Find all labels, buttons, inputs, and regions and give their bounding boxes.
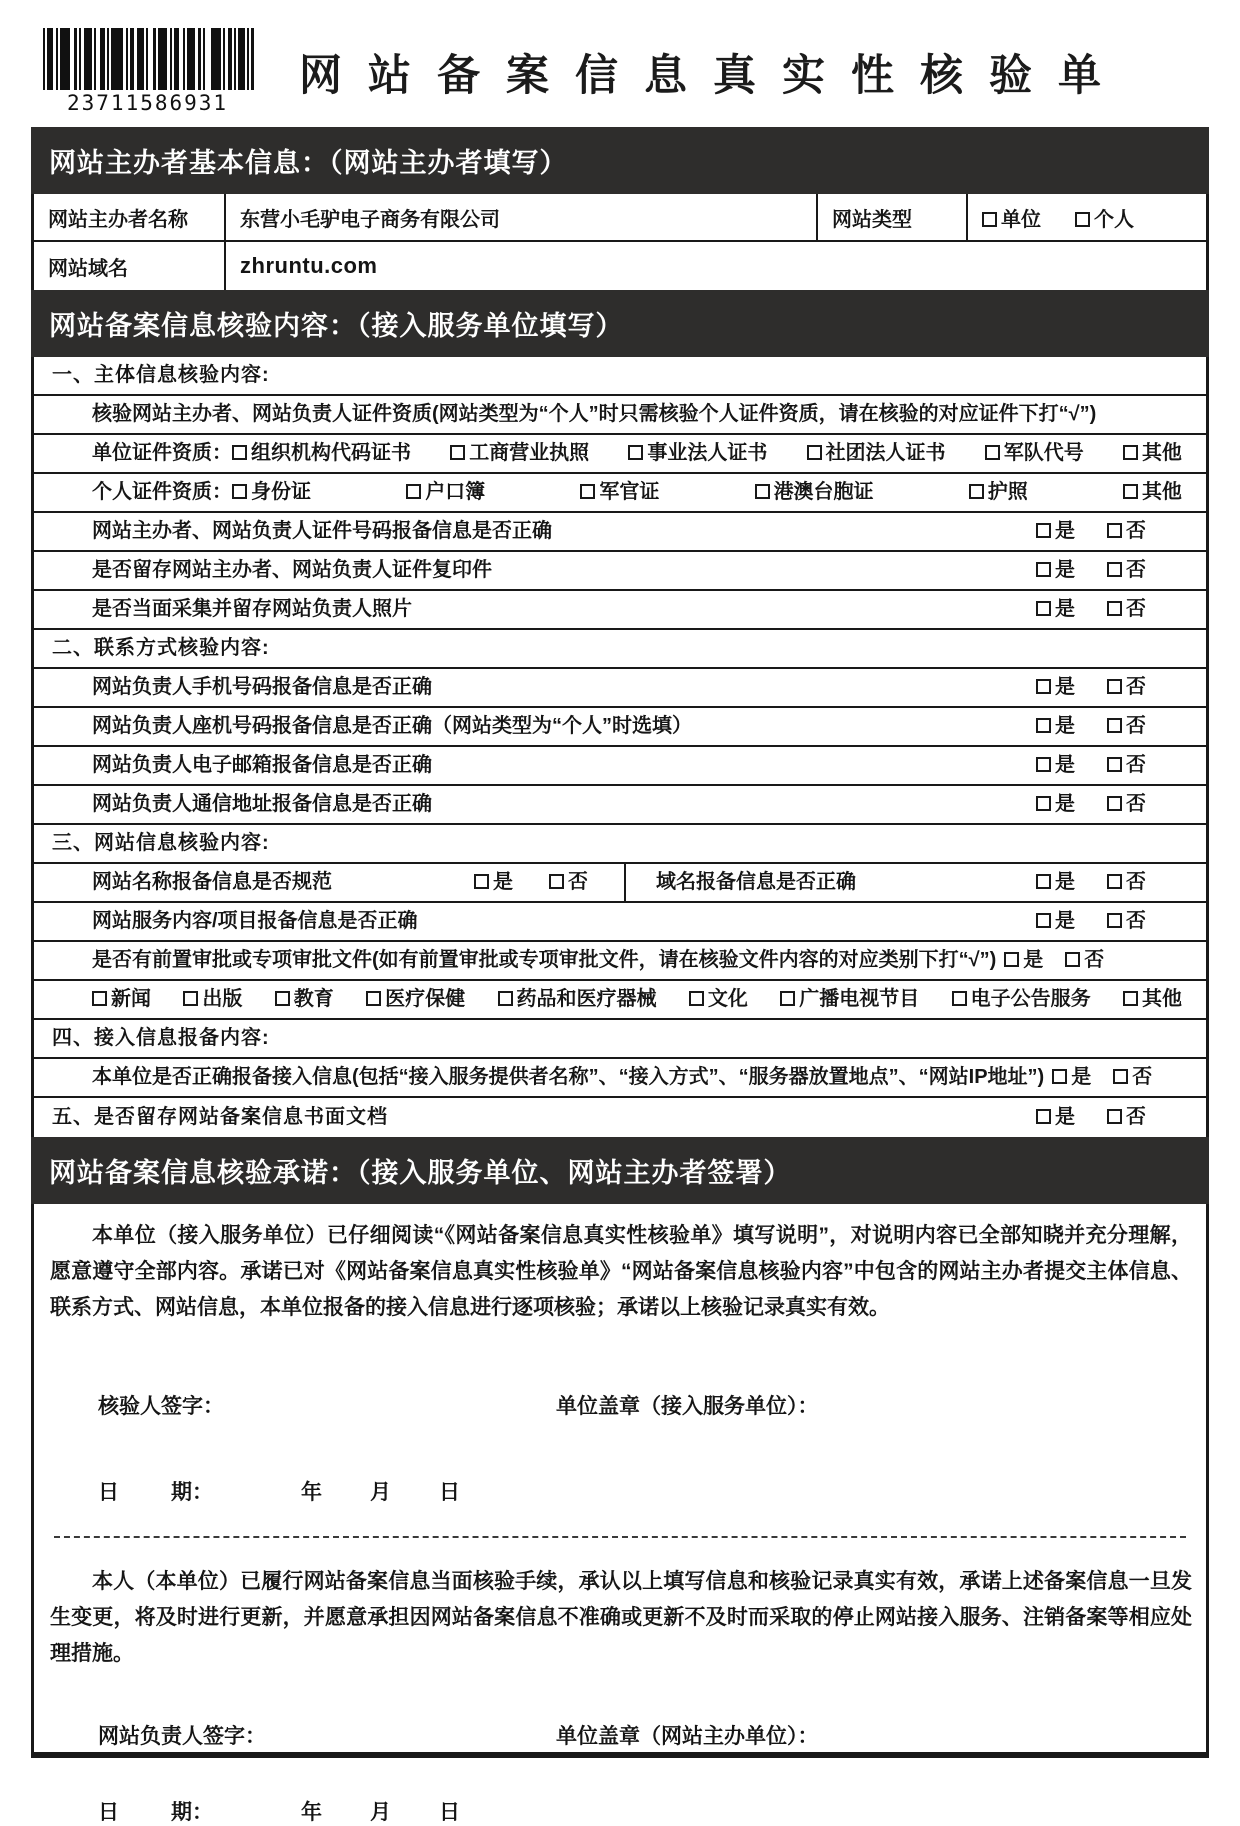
yes-no-group — [1036, 675, 1192, 700]
part3-title-row — [34, 825, 1206, 864]
question-text: 网站负责人通信地址报备信息是否正确 — [92, 793, 432, 815]
yes-no-group — [1036, 519, 1192, 544]
date-year-label: 年 — [301, 1481, 322, 1504]
checkbox-option-no[interactable]: 否 — [1113, 1065, 1152, 1090]
unit-cert-row — [34, 435, 1206, 474]
checkbox-option-personal[interactable]: 个人 — [1075, 203, 1134, 232]
personal-cert-label: 个人证件资质： — [92, 481, 232, 503]
part2-title-row — [34, 630, 1206, 669]
owner-stamp-label: 单位盖章（网站主办单位）： — [556, 1725, 819, 1748]
barcode-number: 23711586931 — [67, 91, 229, 115]
commitment-paragraph-owner: 本人（本单位）已履行网站备案信息当面核验手续，承认以上填写信息和核验记录真实有效，承诺上述备案信息一旦发生变更，将及时进行更新，并愿意承担因网站备案信息不准确或更新不及时而采取的停止网站接入服务、注销备案等相应处理措施。 — [50, 1570, 1192, 1665]
question-text: 网站主办者、网站负责人证件号码报备信息是否正确 — [92, 520, 552, 542]
part1-title-row — [34, 357, 1206, 396]
checkbox-option-yes[interactable]: 是 — [1052, 1065, 1091, 1090]
form-header — [31, 28, 1209, 115]
checkbox-option[interactable]: 事业法人证书 — [628, 441, 767, 466]
photo-question-row — [34, 591, 1206, 630]
checkbox-option[interactable]: 户口簿 — [406, 480, 485, 505]
checkbox-icon[interactable] — [1036, 718, 1051, 733]
question-text: 网站负责人座机号码报备信息是否正确（网站类型为“个人”时选填） — [92, 715, 692, 737]
checkbox-icon[interactable] — [985, 445, 1000, 460]
checkbox-icon[interactable] — [1123, 991, 1138, 1006]
checkbox-icon[interactable] — [1036, 523, 1051, 538]
checkbox-icon[interactable] — [450, 445, 465, 460]
question-text: 是否有前置审批或专项审批文件(如有前置审批或专项审批文件，请在核验文件内容的对应类别下打“√”) — [92, 949, 997, 971]
organizer-name-value: 东营小毛驴电子商务有限公司 — [240, 208, 500, 231]
yes-no-group — [474, 870, 594, 895]
checkbox-option-no[interactable]: 否 — [1107, 519, 1146, 544]
checkbox-option-no[interactable]: 否 — [1107, 558, 1146, 583]
checkbox-option[interactable]: 教育 — [275, 987, 334, 1012]
checkbox-icon[interactable] — [982, 212, 997, 227]
checkbox-icon[interactable] — [1107, 757, 1122, 772]
checkbox-option[interactable]: 工商营业执照 — [450, 441, 589, 466]
checkbox-option-unit[interactable]: 单位 — [982, 203, 1041, 232]
cert-note-row — [34, 396, 1206, 435]
checkbox-icon[interactable] — [549, 874, 564, 889]
page-title: 网站备案信息真实性核验单 — [299, 52, 1127, 100]
checkbox-icon[interactable] — [1036, 913, 1051, 928]
checkbox-icon[interactable] — [1036, 1109, 1051, 1124]
isp-date-row — [50, 1476, 1192, 1506]
checkbox-option-no[interactable]: 否 — [1107, 753, 1146, 778]
yes-no-group — [1036, 870, 1192, 895]
checkbox-option-no[interactable]: 否 — [1107, 909, 1146, 934]
checkbox-icon[interactable] — [92, 991, 107, 1006]
checkbox-icon[interactable] — [232, 484, 247, 499]
checkbox-option[interactable]: 护照 — [969, 480, 1028, 505]
question-text: 网站负责人手机号码报备信息是否正确 — [92, 676, 432, 698]
checkbox-option-yes[interactable]: 是 — [1036, 870, 1075, 895]
checkbox-icon[interactable] — [1107, 913, 1122, 928]
checkbox-icon[interactable] — [1107, 1109, 1122, 1124]
checkbox-icon[interactable] — [406, 484, 421, 499]
checkbox-icon[interactable] — [1036, 679, 1051, 694]
date-month-label: 月 — [370, 1481, 391, 1504]
section-header-commitment: 网站备案信息核验承诺：（接入服务单位、网站主办者签署） — [31, 1137, 1209, 1204]
checkbox-option[interactable]: 出版 — [183, 987, 242, 1012]
checkbox-icon[interactable] — [755, 484, 770, 499]
checkbox-icon[interactable] — [628, 445, 643, 460]
checkbox-icon[interactable] — [232, 445, 247, 460]
checkbox-icon[interactable] — [1123, 484, 1138, 499]
barcode-image — [43, 28, 257, 90]
checkbox-icon[interactable] — [1123, 445, 1138, 460]
dashed-separator — [54, 1536, 1186, 1538]
yes-no-group — [1004, 948, 1104, 973]
yes-no-group — [1036, 714, 1192, 739]
checkbox-icon[interactable] — [1036, 757, 1051, 772]
question-text: 本单位是否正确报备接入信息(包括“接入服务提供者名称”、“接入方式”、“服务器放置地点”、“网站IP地址”) — [92, 1066, 1045, 1088]
checkbox-icon[interactable] — [1107, 601, 1122, 616]
service-question-row — [34, 903, 1206, 942]
checkbox-option[interactable]: 军官证 — [580, 480, 659, 505]
checkbox-icon[interactable] — [1036, 601, 1051, 616]
checkbox-option[interactable]: 身份证 — [232, 480, 311, 505]
checkbox-icon[interactable] — [1075, 212, 1090, 227]
preapproval-question-row — [34, 942, 1206, 981]
owner-date-row — [50, 1796, 1192, 1826]
yes-no-group — [1036, 1105, 1192, 1130]
checkbox-option-yes[interactable]: 是 — [1036, 792, 1075, 817]
checkbox-icon[interactable] — [1052, 1069, 1067, 1084]
checkbox-option[interactable]: 医疗保健 — [366, 987, 465, 1012]
part4-title-row — [34, 1020, 1206, 1059]
barcode-block — [31, 28, 271, 115]
part4-title: 四、接入信息报备内容: — [52, 1027, 270, 1049]
checkbox-option[interactable]: 文化 — [689, 987, 748, 1012]
email-question-row — [34, 747, 1206, 786]
unit-cert-options — [232, 441, 1192, 466]
isp-signature-row — [50, 1390, 1192, 1420]
yes-no-group — [1036, 909, 1192, 934]
section-header-verify-content: 网站备案信息核验内容：（接入服务单位填写） — [31, 290, 1209, 357]
yes-no-group — [1036, 558, 1192, 583]
date-label: 日 — [98, 1801, 119, 1824]
checkbox-option-yes[interactable]: 是 — [1036, 909, 1075, 934]
cert-copy-question-row — [34, 552, 1206, 591]
checkbox-icon[interactable] — [366, 991, 381, 1006]
checkbox-icon[interactable] — [474, 874, 489, 889]
verify-table — [31, 357, 1209, 1137]
isp-stamp-label: 单位盖章（接入服务单位）： — [556, 1395, 819, 1418]
address-question-row — [34, 786, 1206, 825]
question-text: 是否当面采集并留存网站负责人照片 — [92, 598, 412, 620]
checkbox-option[interactable]: 新闻 — [92, 987, 151, 1012]
checkbox-icon[interactable] — [969, 484, 984, 499]
yes-no-group — [1036, 753, 1192, 778]
yes-no-group — [1052, 1065, 1152, 1090]
checkbox-option-no[interactable]: 否 — [1107, 714, 1146, 739]
part2-title: 二、联系方式核验内容: — [52, 637, 270, 659]
checkbox-option-yes[interactable]: 是 — [474, 870, 513, 895]
site-type-label: 网站类型 — [816, 194, 968, 240]
checkbox-icon[interactable] — [580, 484, 595, 499]
checkbox-option-no[interactable]: 否 — [1107, 870, 1146, 895]
checkbox-option[interactable]: 其他 — [1123, 987, 1182, 1012]
question-text: 网站负责人电子邮箱报备信息是否正确 — [92, 754, 432, 776]
checkbox-option-yes[interactable]: 是 — [1036, 753, 1075, 778]
date-label: 期： — [171, 1801, 213, 1824]
checkbox-option-yes[interactable]: 是 — [1036, 519, 1075, 544]
checkbox-icon[interactable] — [1113, 1069, 1128, 1084]
date-label: 期： — [171, 1481, 213, 1504]
question-text: 域名报备信息是否正确 — [656, 871, 856, 893]
checkbox-option[interactable]: 电子公告服务 — [952, 987, 1091, 1012]
checkbox-option[interactable]: 药品和医疗器械 — [498, 987, 657, 1012]
checkbox-option-yes[interactable]: 是 — [1036, 597, 1075, 622]
checkbox-option[interactable]: 广播电视节目 — [780, 987, 919, 1012]
checkbox-option-yes[interactable]: 是 — [1036, 558, 1075, 583]
organizer-name-label: 网站主办者名称 — [34, 194, 226, 240]
part3-title: 三、网站信息核验内容: — [52, 832, 270, 854]
owner-info-table — [31, 194, 1209, 290]
checkbox-icon[interactable] — [1107, 523, 1122, 538]
checkbox-icon[interactable] — [1107, 874, 1122, 889]
checkbox-option[interactable]: 军队代号 — [985, 441, 1084, 466]
part5-title: 五、是否留存网站备案信息书面文档 — [52, 1106, 388, 1128]
verifier-signature-label: 核验人签字： — [98, 1395, 224, 1418]
checkbox-option[interactable]: 其他 — [1123, 480, 1182, 505]
approval-categories-row — [34, 981, 1206, 1020]
checkbox-icon[interactable] — [498, 991, 513, 1006]
approval-category-options — [92, 987, 1192, 1012]
checkbox-option-no[interactable]: 否 — [1107, 597, 1146, 622]
part5-question-row — [34, 1098, 1206, 1137]
domain-question-cell — [626, 866, 1206, 899]
checkbox-icon[interactable] — [1107, 718, 1122, 733]
yes-no-group — [1036, 792, 1192, 817]
yes-no-group — [1036, 597, 1192, 622]
checkbox-icon[interactable] — [183, 991, 198, 1006]
checkbox-icon[interactable] — [952, 991, 967, 1006]
checkbox-option[interactable]: 港澳台胞证 — [755, 480, 874, 505]
checkbox-option-no[interactable]: 否 — [1107, 675, 1146, 700]
form-frame — [31, 127, 1209, 1824]
checkbox-option-yes[interactable]: 是 — [1036, 1105, 1075, 1130]
commitment-box — [31, 1204, 1209, 1824]
site-name-domain-row — [34, 864, 1206, 903]
access-question-row — [34, 1059, 1206, 1098]
owner-signature-row — [50, 1720, 1192, 1750]
checkbox-option-no[interactable]: 否 — [1065, 948, 1104, 973]
personal-cert-row — [34, 474, 1206, 513]
mobile-question-row — [34, 669, 1206, 708]
checkbox-icon[interactable] — [780, 991, 795, 1006]
date-day-label: 日 — [439, 1801, 460, 1824]
checkbox-option-yes[interactable]: 是 — [1036, 675, 1075, 700]
checkbox-icon[interactable] — [1036, 562, 1051, 577]
cert-note-text: 核验网站主办者、网站负责人证件资质(网站类型为“个人”时只需核验个人证件资质，请在核验的对应证件下打“√”) — [92, 403, 1097, 425]
part1-title: 一、主体信息核验内容: — [52, 364, 270, 386]
landline-question-row — [34, 708, 1206, 747]
commitment-paragraph-isp: 本单位（接入服务单位）已仔细阅读“《网站备案信息真实性核验单》填写说明”，对说明内容已全部知晓并充分理解，愿意遵守全部内容。承诺已对《网站备案信息真实性核验单》“网站备案信息核验内容”中包含的网站主办者提交主体信息、联系方式、网站信息，本单位报备的接入信息进行逐项核验；承诺以上核验记录真实有效。 — [50, 1224, 1192, 1319]
domain-value: zhruntu.com — [240, 253, 378, 278]
checkbox-icon[interactable] — [1107, 679, 1122, 694]
date-day-label: 日 — [439, 1481, 460, 1504]
date-year-label: 年 — [301, 1801, 322, 1824]
checkbox-icon[interactable] — [1004, 952, 1019, 967]
date-month-label: 月 — [370, 1801, 391, 1824]
checkbox-icon[interactable] — [689, 991, 704, 1006]
checkbox-option[interactable]: 其他 — [1123, 441, 1182, 466]
checkbox-option-yes[interactable]: 是 — [1036, 714, 1075, 739]
checkbox-icon[interactable] — [1065, 952, 1080, 967]
checkbox-icon[interactable] — [807, 445, 822, 460]
unit-cert-label: 单位证件资质： — [92, 442, 232, 464]
owner-name-row — [34, 194, 1206, 242]
cert-number-question-row — [34, 513, 1206, 552]
checkbox-icon[interactable] — [1107, 562, 1122, 577]
domain-row — [34, 242, 1206, 290]
checkbox-icon[interactable] — [1036, 874, 1051, 889]
checkbox-option-yes[interactable]: 是 — [1004, 948, 1043, 973]
question-text: 是否留存网站主办者、网站负责人证件复印件 — [92, 559, 492, 581]
question-text: 网站服务内容/项目报备信息是否正确 — [92, 910, 418, 932]
checkbox-option-no[interactable]: 否 — [549, 870, 588, 895]
checkbox-icon[interactable] — [1036, 796, 1051, 811]
checkbox-option-no[interactable]: 否 — [1107, 792, 1146, 817]
site-type-options — [968, 194, 1206, 240]
personal-cert-options — [232, 480, 1192, 505]
section-header-owner-info: 网站主办者基本信息：（网站主办者填写） — [31, 127, 1209, 194]
site-manager-signature-label: 网站负责人签字： — [98, 1725, 266, 1748]
date-label: 日 — [98, 1481, 119, 1504]
checkbox-option[interactable]: 社团法人证书 — [807, 441, 946, 466]
site-name-question-cell — [34, 864, 626, 901]
checkbox-icon[interactable] — [1107, 796, 1122, 811]
checkbox-icon[interactable] — [275, 991, 290, 1006]
checkbox-option[interactable]: 组织机构代码证书 — [232, 441, 411, 466]
question-text: 网站名称报备信息是否规范 — [92, 871, 332, 893]
checkbox-option-no[interactable]: 否 — [1107, 1105, 1146, 1130]
domain-label: 网站域名 — [34, 242, 226, 290]
